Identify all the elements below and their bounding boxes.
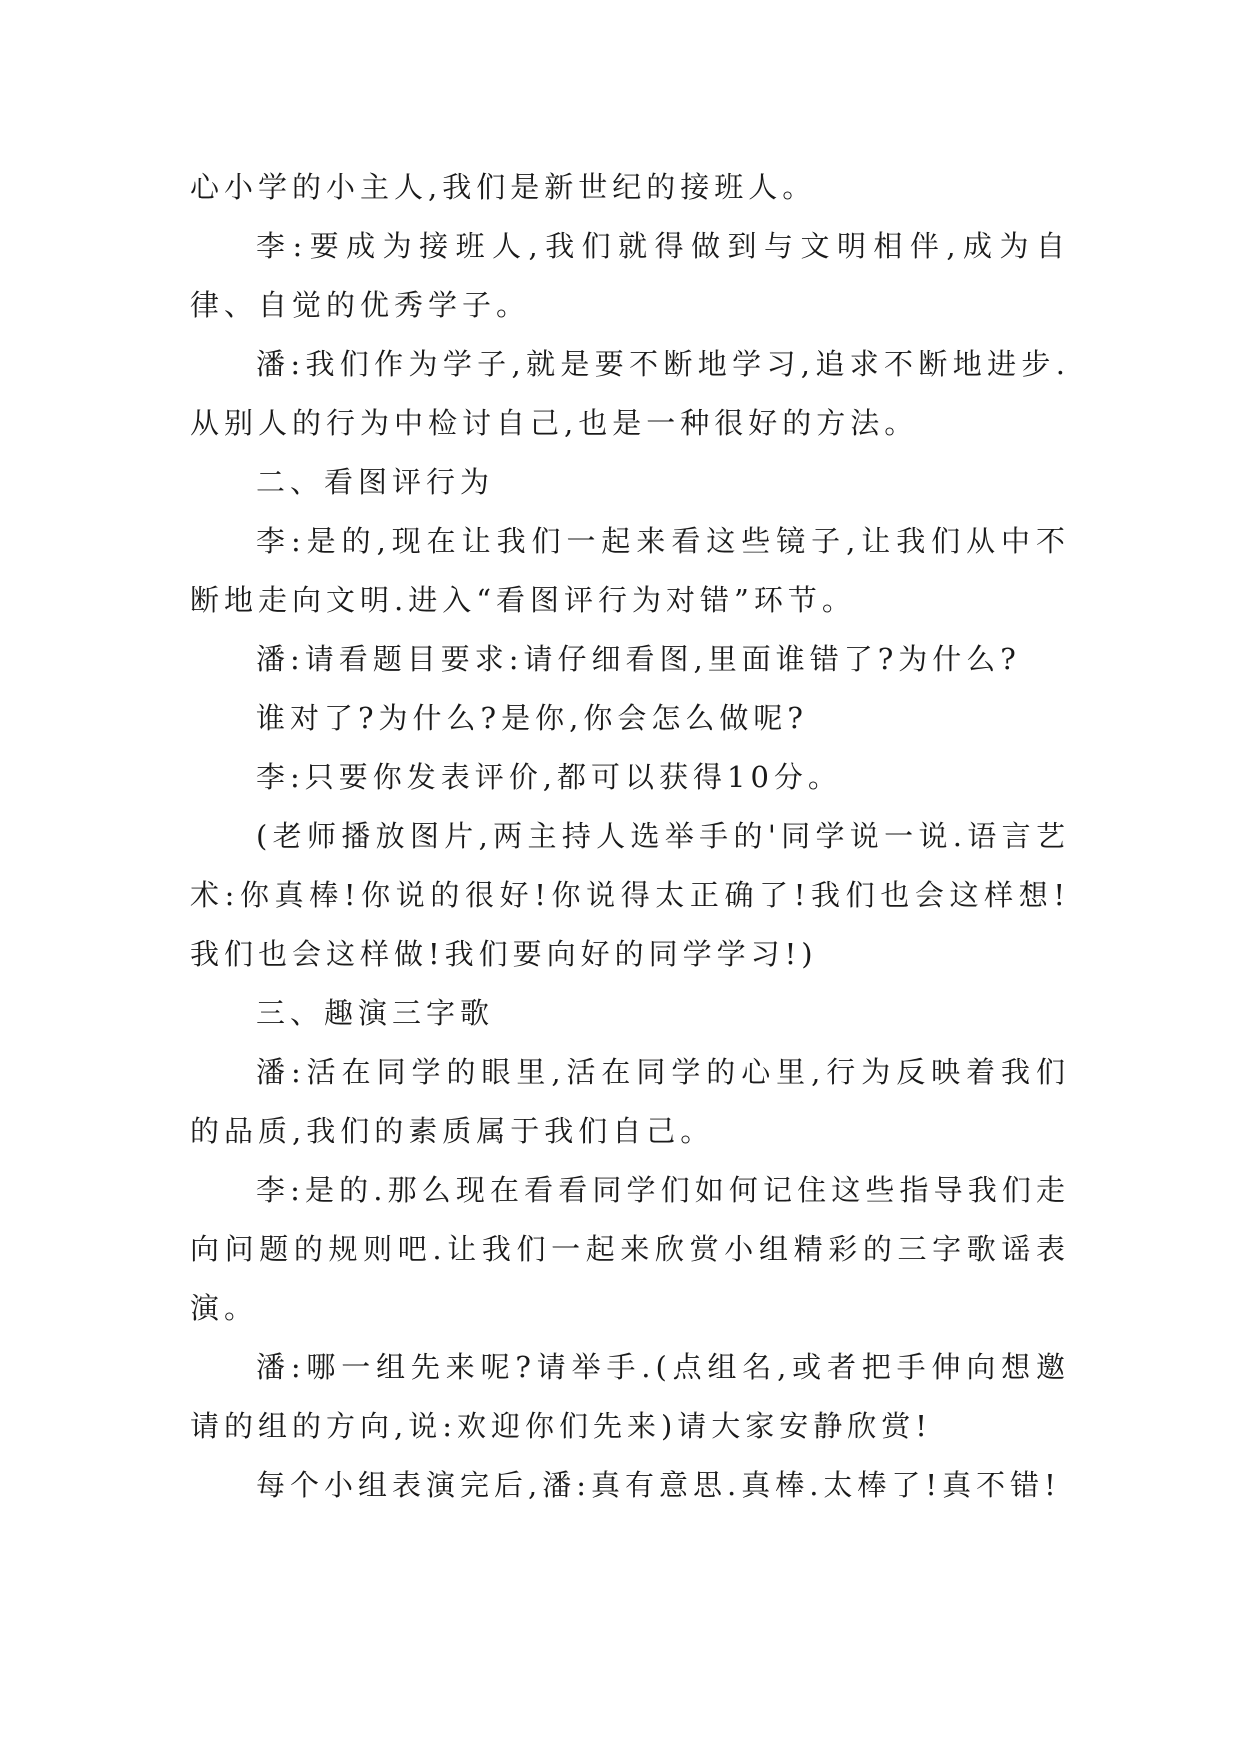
paragraph-pan-2: 潘:请看题目要求:请仔细看图,里面谁错了?为什么? xyxy=(256,642,1021,676)
paragraph-pan-5: 每个小组表演完后,潘:真有意思.真棒.太棒了!真不错! xyxy=(256,1468,1061,1502)
paragraph-li-1: 李:要成为接班人,我们就得做到与文明相伴,成为自律、自觉的优秀学子。 xyxy=(190,229,1070,322)
paragraph-teacher-note: (老师播放图片,两主持人选举手的'同学说一说.语言艺术:你真棒!你说的很好!你说得太正确了!我们也会这样想!我们也会这样做!我们要向好的同学学习!) xyxy=(190,819,1070,971)
paragraph-pan-1: 潘:我们作为学子,就是要不断地学习,追求不断地进步.从别人的行为中检讨自己,也是一种很好的方法。 xyxy=(190,347,1070,440)
section-heading-2: 二、看图评行为 xyxy=(256,465,495,499)
section-heading-3: 三、趣演三字歌 xyxy=(256,996,495,1030)
paragraph-li-2: 李:是的,现在让我们一起来看这些镜子,让我们从中不断地走向文明.进入“看图评行为对错”环节。 xyxy=(190,524,1070,617)
paragraph-pan-3: 潘:活在同学的眼里,活在同学的心里,行为反映着我们的品质,我们的素质属于我们自己。 xyxy=(190,1055,1070,1148)
paragraph-li-4: 李:是的.那么现在看看同学们如何记住这些指导我们走向问题的规则吧.让我们一起来欣赏小组精彩的三字歌谣表演。 xyxy=(190,1173,1070,1325)
paragraph-question: 谁对了?为什么?是你,你会怎么做呢? xyxy=(256,701,808,735)
paragraph-li-3: 李:只要你发表评价,都可以获得10分。 xyxy=(256,760,842,794)
document-body xyxy=(190,158,1070,1515)
paragraph-pan-4: 潘:哪一组先来呢?请举手.(点组名,或者把手伸向想邀请的组的方向,说:欢迎你们先来)请大家安静欣赏! xyxy=(190,1350,1070,1443)
paragraph-continuation: 心小学的小主人,我们是新世纪的接班人。 xyxy=(190,170,817,204)
